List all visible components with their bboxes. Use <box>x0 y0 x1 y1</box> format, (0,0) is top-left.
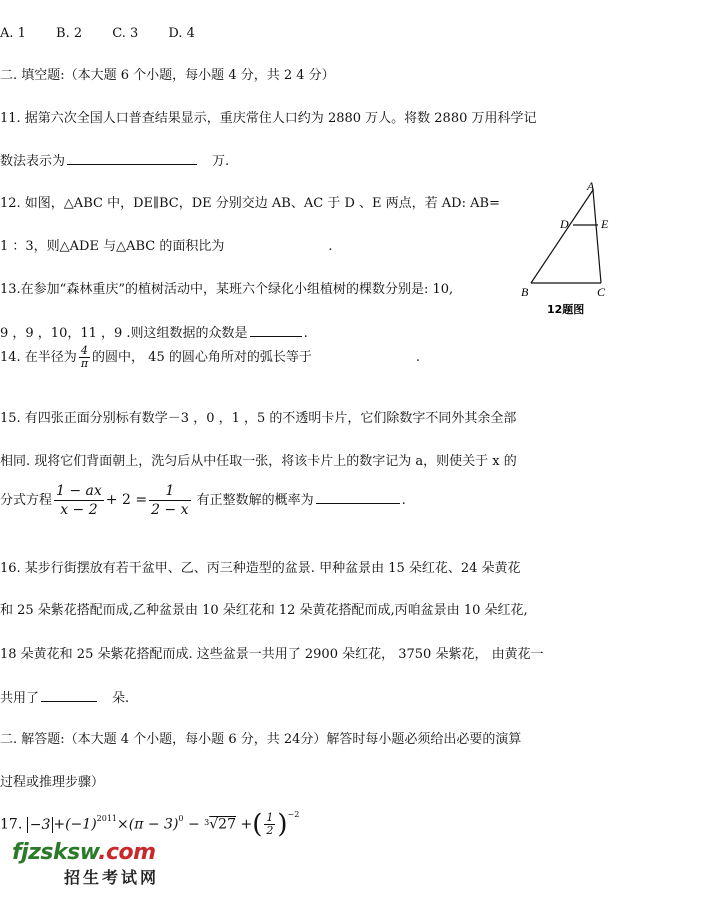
q17-half-den: 2 <box>266 824 274 837</box>
section-3-header: 二. 解答题:（本大题 4 个小题，每小题 6 分，共 24分）解答时每小题必须给出必要的演算 <box>0 732 522 747</box>
q17-paren-2: (π − 3) <box>128 816 179 833</box>
q11-line2-pre: 数法表示为 <box>0 154 66 169</box>
q11-line1: 11. 据第六次全国人口普查结果显示，重庆常住人口约为 2880 万人。将数 2880 万用科学记 <box>0 111 537 126</box>
q15-line3 <box>0 482 406 519</box>
q14-frac-num: 4 <box>79 345 90 358</box>
q16-line2: 和 25 朵紫花搭配而成,乙种盆景由 10 朵红花和 12 朵黄花搭配而成,丙咱盆景由 10 朵红花, <box>0 603 528 618</box>
answer-options: A. 1 B. 2 C. 3 D. 4 <box>0 26 195 41</box>
q17-exp-2: 0 <box>178 813 184 823</box>
label-d: D <box>560 217 569 231</box>
logo-domain: .com <box>98 840 156 865</box>
q15-line3-pre: 分式方程 <box>0 493 53 508</box>
q13-line2-pre: 9 ，9 ，10，11 ，9 .则这组数据的众数是 <box>0 326 248 341</box>
side-ab <box>531 190 593 283</box>
q16-line4 <box>0 689 129 708</box>
q14-line <box>0 345 420 370</box>
label-a: A <box>587 180 595 193</box>
label-e: E <box>601 217 609 231</box>
site-logo <box>12 840 159 888</box>
q17-expression <box>0 809 300 840</box>
q17-half <box>264 812 275 837</box>
q15-answer-blank[interactable] <box>316 491 400 504</box>
q16-line4-pre: 共用了 <box>0 691 40 706</box>
q14-pre: 14. 在半径为 <box>0 350 77 365</box>
q11-answer-blank[interactable] <box>67 152 197 165</box>
q12-line1: 12. 如图，△ABC 中，DE∥BC，DE 分别交边 AB、AC 于 D 、E 两点，若 AD: AB= <box>0 196 500 211</box>
section-3-line2: 过程或推理步骤） <box>0 775 105 790</box>
q14-frac-den: π <box>80 357 89 370</box>
q17-paren-1: (−1) <box>65 816 97 833</box>
q13-line1: 13.在参加“森林重庆”的植树活动中，某班六个绿化小组植树的棵数分别是: 10, <box>0 282 454 297</box>
q15-line3-post: 有正整数解的概率为 <box>196 493 314 508</box>
q15-frac2-den: 2 − x <box>151 502 189 518</box>
q17-root: √27 <box>209 816 236 833</box>
label-b: B <box>521 285 529 299</box>
q15-fraction-2 <box>149 482 190 519</box>
q17-abs-value: −3 <box>27 817 54 833</box>
q15-line1: 15. 有四张正面分别标有数学－3 ，0 ，1 ，5 的不透明卡片，它们除数字不同外其余全部 <box>0 411 517 426</box>
q15-mid: + 2 = <box>105 492 148 508</box>
q15-frac1-den: x − 2 <box>60 502 98 518</box>
logo-main-text: fjzsksw <box>12 840 99 865</box>
q17-exp-1: 2011 <box>96 813 118 823</box>
q17-exp-3: −2 <box>287 809 300 819</box>
q17-times: × <box>117 816 129 833</box>
q17-right-paren: ) <box>277 809 288 840</box>
q16-line4-post: 朵. <box>112 691 130 706</box>
label-c: C <box>597 285 606 299</box>
q11-line2 <box>0 152 229 171</box>
q15-fraction-1 <box>54 482 104 519</box>
q14-post: 的圆中， 45 的圆心角所对的弧长等于 . <box>92 350 420 365</box>
q17-plus-1: + <box>53 816 66 833</box>
logo-wordmark <box>12 840 159 865</box>
q13-line2 <box>0 324 308 343</box>
q17-half-num: 1 <box>266 811 274 824</box>
logo-subtitle: 招生考试网 <box>64 868 160 887</box>
q17-plus-2: + <box>240 816 253 833</box>
q15-end: . <box>401 493 406 508</box>
q12-line2: 1 ：3，则△ADE 与△ABC 的面积比为 . <box>0 239 333 254</box>
q15-frac1-num: 1 − ax <box>56 483 102 499</box>
q17-minus: − <box>187 816 200 833</box>
section-2-header: 二. 填空题:（本大题 6 个小题，每小题 4 分，共 2 4 分） <box>0 68 335 83</box>
q13-answer-blank[interactable] <box>250 324 302 337</box>
q15-frac2-num: 1 <box>149 482 190 501</box>
q15-line2: 相同. 现将它们背面朝上，洗匀后从中任取一张，将该卡片上的数字记为 a，则使关于 x 的 <box>0 454 517 469</box>
q14-fraction <box>79 345 90 370</box>
q17-left-paren: ( <box>252 809 263 840</box>
q17-root-index: 3 <box>204 817 210 827</box>
triangle-figure <box>515 180 625 320</box>
side-ac <box>593 190 601 283</box>
q16-line3: 18 朵黄花和 25 朵紫花搭配而成. 这些盆景一共用了 2900 朵红花， 3750 朵紫花， 由黄花一 <box>0 647 544 662</box>
q13-line2-post: . <box>303 326 308 341</box>
figure-caption: 12题图 <box>547 303 585 316</box>
q16-answer-blank[interactable] <box>41 689 97 702</box>
q17-number: 17. <box>0 816 23 833</box>
q16-line1: 16. 某步行街摆放有若干盆甲、乙、丙三种造型的盆景. 甲种盆景由 15 朵红花、24 朵黄花 <box>0 561 521 576</box>
q11-line2-post: 万. <box>212 154 230 169</box>
